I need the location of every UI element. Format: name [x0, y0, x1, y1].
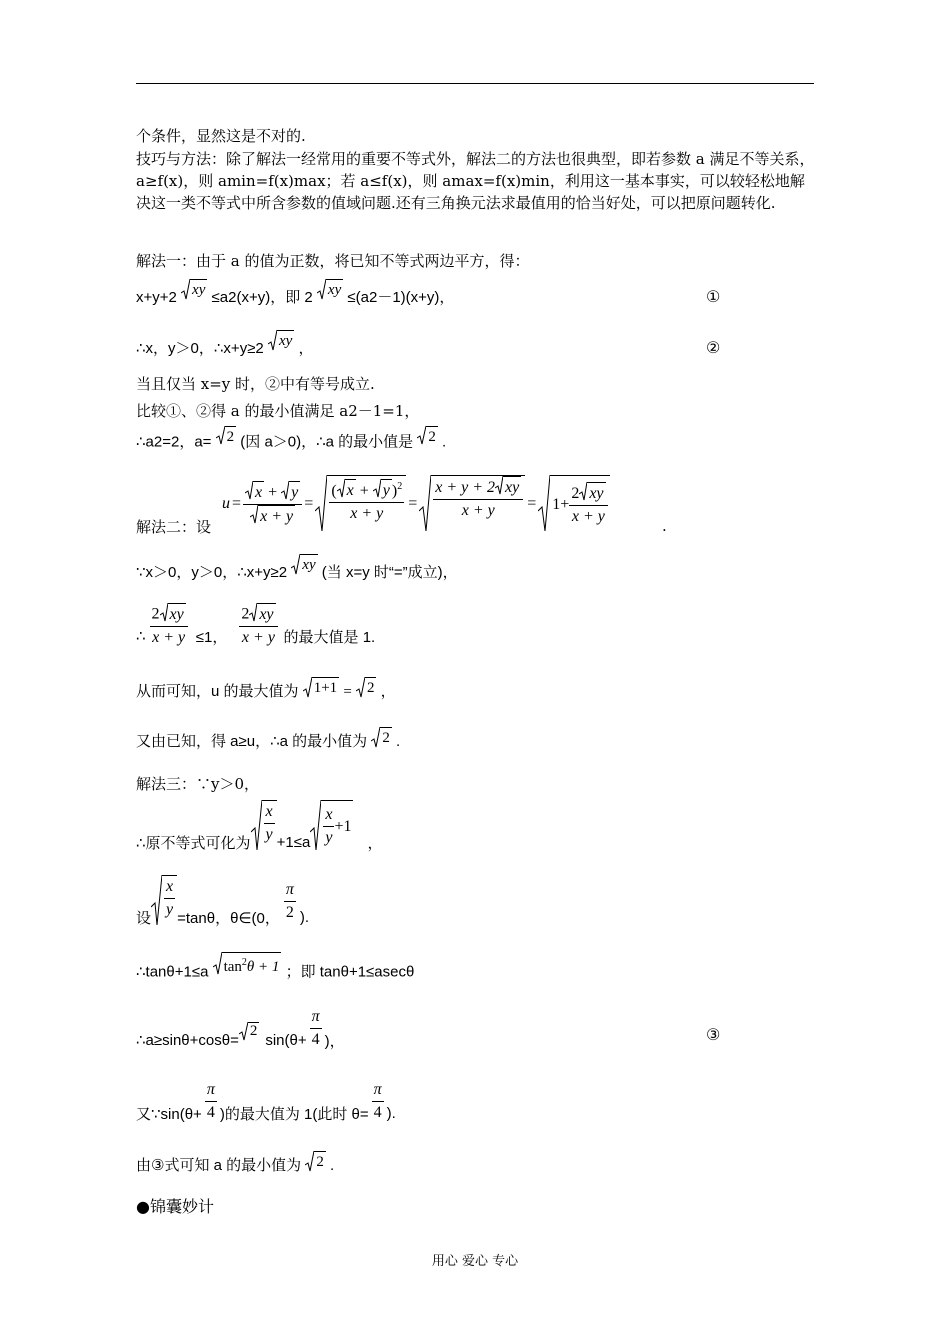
- sqrt-x-over-y: $\frac{x}{y}$: [251, 800, 277, 852]
- section-heading: ●锦囊妙计: [136, 1197, 214, 1216]
- solution3-line7: 由③式可知 a 的最小值为 2 .: [136, 1155, 334, 1177]
- sqrt-2: 2: [305, 1151, 326, 1173]
- u-formula: u = x + y x + y = ( x + y )$^2$ x + y = x + y + 2 xy x + y = 1+ 2 xy x + y: [222, 474, 610, 534]
- solution1-line2: ∴x，y＞0，∴x+y≥2 xy ，: [136, 338, 313, 360]
- sqrt-2: 2: [239, 1022, 260, 1042]
- header-rule: [136, 83, 814, 84]
- fraction-1: x + y x + y: [243, 481, 302, 528]
- page-footer: 用心 爱心 专心: [431, 1254, 519, 1269]
- solution1-intro: 解法一：由于 a 的值为正数，将已知不等式两边平方，得：: [136, 252, 530, 270]
- sqrt-xy: xy: [268, 330, 294, 352]
- sqrt-fraction-2: ( x + y )$^2$ x + y: [315, 475, 406, 533]
- paragraph-techniques: 技巧与方法：除了解法一经常用的重要不等式外，解法二的方法也很典型，即若参数 a 满足不等关系，a≥f(x)，则 amin=f(x)max；若 a≤f(x)，则 amax=f(x)min，利用这一基本事实，可以较轻松地解决这一类不等式中所含参数的值域问题.还有三角换元法求最值用的恰当好处，可以把原问题转化.: [136, 150, 815, 212]
- solution3-line4: ∴tanθ+1≤a $\tan^2\theta + 1$ ；即 tanθ+1≤asecθ: [136, 960, 414, 985]
- solution2-line3: ∴ 2 xy x + y ≤1， 2 xy x + y 的最大值是 1.: [136, 598, 375, 654]
- formula-period: .: [662, 517, 667, 535]
- sqrt-tan2-plus-1: $\tan^2\theta + 1$: [213, 952, 282, 977]
- marker-2: ②: [706, 338, 721, 357]
- solution1-line5: ∴a2=2，a= 2 (因 a＞0)，∴a 的最小值是 2 .: [136, 432, 446, 453]
- sqrt-fraction-4: 1+ 2 xy x + y: [538, 475, 609, 533]
- sqrt-x-over-y-plus-1: $\frac{x}{y}$ +1: [310, 800, 353, 852]
- solution3-line2: ∴原不等式可化为 $\frac{x}{y}$ +1≤a $\frac{x}{y}$ +1 ，: [136, 798, 383, 854]
- sqrt-xy: xy: [181, 279, 207, 301]
- sqrt-fraction-3: x + y + 2 xy x + y: [419, 475, 525, 533]
- solution3-line3: 设 $\frac{x}{y}$ =tanθ，θ∈(0， $\frac{\pi}{2}$ ).: [136, 873, 309, 929]
- solution1-line3: 当且仅当 x=y 时，②中有等号成立.: [136, 375, 375, 393]
- marker-3: ③: [706, 1025, 721, 1044]
- sqrt-2: 2: [356, 677, 377, 699]
- sqrt-1plus1: 1+1: [303, 677, 339, 699]
- solution3-line6: 又∵sin(θ+ $\frac{\pi}{4}$ )的最大值为 1(此时 θ= $\frac{\pi}{4}$ ).: [136, 1080, 396, 1123]
- solution2-line4: 从而可知，u 的最大值为 1+1 = 2 ，: [136, 681, 396, 703]
- sqrt-2: 2: [417, 426, 438, 447]
- fraction-pi-over-4: $\frac{\pi}{4}$: [311, 1007, 320, 1048]
- fraction-2sqrtxy: 2 xy x + y: [150, 603, 188, 649]
- fraction-pi-over-4: $\frac{\pi}{4}$: [206, 1080, 215, 1121]
- fraction-2sqrtxy: 2 xy x + y: [239, 603, 277, 649]
- solution2-label: 解法二：设: [136, 518, 212, 536]
- sqrt-2: 2: [216, 426, 237, 447]
- fraction-pi-over-2: $\frac{\pi}{2}$: [285, 880, 294, 921]
- fraction-pi-over-4: $\frac{\pi}{4}$: [373, 1080, 382, 1121]
- solution1-line1: x+y+2 xy ≤a2(x+y)，即 2 xy ≤(a2－1)(x+y)，: [136, 287, 454, 309]
- solution3-label: 解法三：∵y＞0，: [136, 775, 260, 793]
- marker-1: ①: [706, 287, 721, 306]
- sqrt-2: 2: [371, 727, 392, 749]
- solution2-line5: 又由已知，得 a≥u，∴a 的最小值为 2 .: [136, 731, 400, 753]
- solution2-line2: ∵x＞0，y＞0，∴x+y≥2 xy (当 x=y 时“=”成立)，: [136, 562, 458, 584]
- solution3-line5: ∴a≥sinθ+cosθ= 2 sin(θ+ $\frac{\pi}{4}$ )，: [136, 1007, 345, 1050]
- solution1-line4: 比较①、②得 a 的最小值满足 a2－1=1，: [136, 402, 420, 420]
- sqrt-xy: xy: [317, 279, 343, 301]
- sqrt-xy: xy: [291, 554, 317, 576]
- paragraph-1: 个条件，显然这是不对的.: [136, 127, 306, 145]
- sqrt-x-over-y: $\frac{x}{y}$: [151, 875, 177, 927]
